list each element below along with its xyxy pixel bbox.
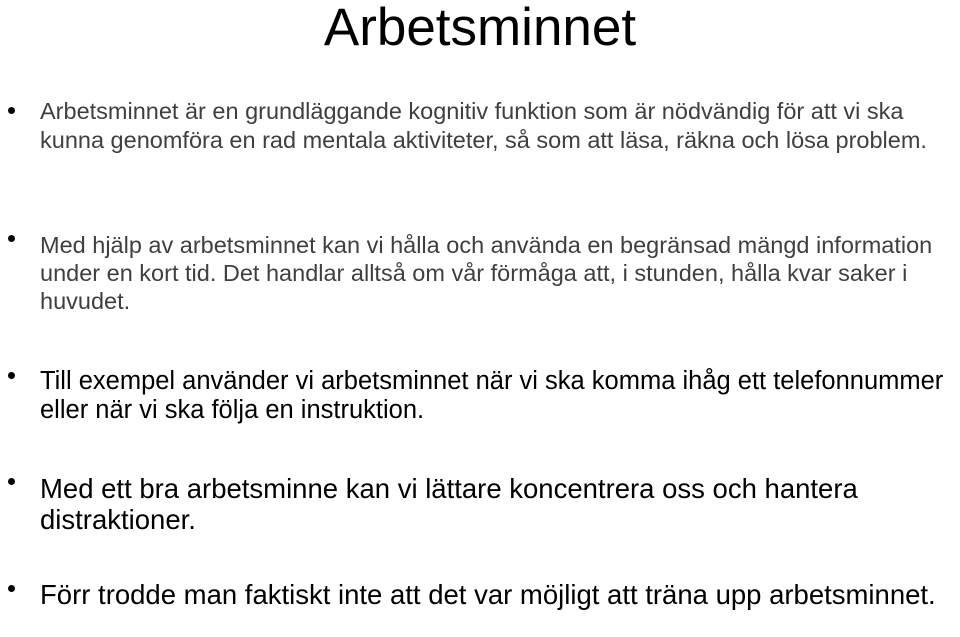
bullet-text: Med ett bra arbetsminne kan vi lättare koncentrera oss och hantera distraktioner. [40,473,858,535]
bullet-dot-icon [8,372,15,379]
bullet-text: Till exempel använder vi arbetsminnet när vi ska komma ihåg ett telefonnummer eller när vi ska följa en instruktion. [40,367,944,424]
bullet-text: Med hjälp av arbetsminnet kan vi hålla och använda en begränsad mängd information under en kort tid. Det handlar alltså om vår förmåga att, i stunden, hålla kvar saker i huvudet. [40,232,933,314]
bullet-item [40,97,952,155]
bullet-dot-icon [8,235,15,242]
bullet-text: Förr trodde man faktiskt inte att det var möjligt att träna upp arbetsminnet. [40,579,936,610]
slide-title: Arbetsminnet [323,0,637,57]
bullet-item [40,473,952,535]
bullet-item [40,231,952,315]
bullet-dot-icon [8,585,15,592]
bullet-item [40,579,952,610]
bullet-item [40,367,952,425]
bullet-dot-icon [8,478,15,485]
bullet-dot-icon [8,107,15,114]
bullet-text: Arbetsminnet är en grundläggande kognitiv funktion som är nödvändig för att vi ska kunna genomföra en rad mentala aktiviteter, så som att läsa, räkna och lösa problem. [40,98,927,153]
